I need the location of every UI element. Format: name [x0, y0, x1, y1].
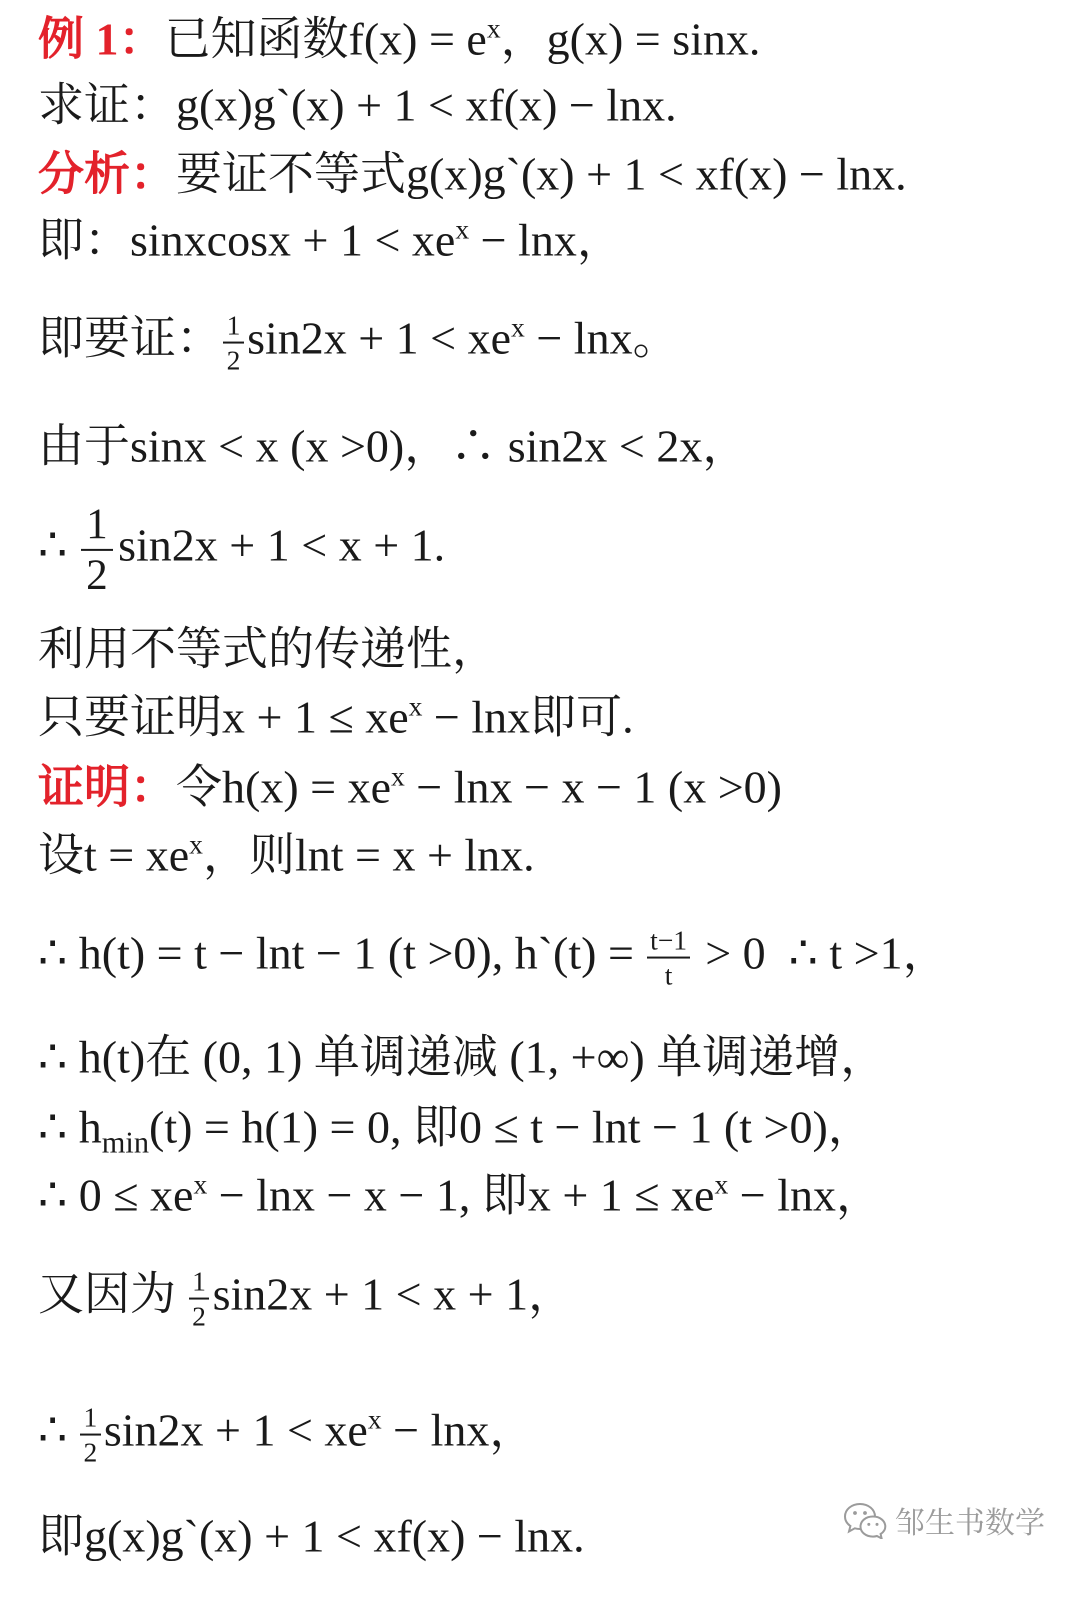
fraction — [81, 499, 113, 599]
fraction — [223, 311, 243, 376]
step-text: (t) = h(1) = 0, 即0 ≤ t − lnt − 1 (t >0)， — [149, 1101, 874, 1153]
step-text: 即：sinxcosx + 1 < xe — [38, 214, 456, 266]
fraction-denominator: t — [664, 959, 673, 991]
step-text: ∴ — [38, 1404, 79, 1456]
fraction-numerator: 1 — [81, 502, 113, 551]
proof-conclusion: 即g(x)g`(x) + 1 < xf(x) − lnx. — [38, 1510, 585, 1562]
exponent: x — [408, 690, 423, 722]
fraction — [80, 1403, 100, 1468]
step-text: > 0 ∴ t >1， — [693, 927, 949, 979]
subscript: min — [101, 1125, 150, 1160]
step-text: 即要证： — [38, 312, 222, 364]
wechat-icon — [843, 1501, 887, 1539]
step-text: − lnx， — [381, 1404, 536, 1456]
watermark-text: 邹生书数学 — [895, 1506, 1045, 1541]
example-label: 例 1： — [38, 13, 165, 65]
fraction-numerator: 1 — [189, 1267, 209, 1300]
exponent: x — [193, 1168, 208, 1200]
step-text: sin2x + 1 < x + 1. — [118, 519, 446, 571]
fraction — [189, 1267, 209, 1332]
fraction-numerator: 1 — [80, 1403, 100, 1436]
step-text: ∴ h — [38, 1101, 102, 1153]
step-text: 令h(x) = xe — [176, 761, 391, 813]
step-text: ∴ — [38, 519, 79, 571]
analysis-step-5: 利用不等式的传递性， — [38, 623, 498, 675]
given-functions: 已知函数f(x) = e — [164, 13, 487, 65]
fraction-denominator: 2 — [83, 1436, 98, 1468]
fraction-numerator: 1 — [223, 311, 243, 344]
fraction-denominator: 2 — [86, 550, 108, 599]
watermark — [843, 1498, 1045, 1542]
example-statement — [38, 14, 760, 67]
fraction-denominator: 2 — [192, 1300, 206, 1332]
exponent: x — [367, 1403, 382, 1435]
step-text: 只要证明x + 1 ≤ xe — [38, 691, 409, 743]
analysis-goal — [38, 149, 907, 202]
fraction-numerator: t−1 — [647, 926, 691, 959]
step-text: ，则lnt = x + lnx. — [202, 829, 535, 881]
exponent: x — [455, 213, 470, 245]
step-text: − lnx − x − 1 (x >0) — [404, 761, 782, 813]
exponent: x — [391, 760, 405, 792]
proof-step-3 — [38, 926, 949, 991]
fraction-denominator: 2 — [226, 344, 241, 376]
step-text: ∴ h(t) = t − lnt − 1 (t >0), h`(t) = — [38, 927, 646, 979]
analysis-step-3: 由于sinx < x (x >0)，∴ sin2x < 2x， — [38, 420, 749, 472]
analysis-goal-text: 要证不等式g(x)g`(x) + 1 < xf(x) − lnx. — [176, 148, 907, 200]
proof-step-2 — [38, 830, 535, 883]
analysis-step-4 — [38, 499, 446, 599]
analysis-step-2 — [38, 311, 679, 376]
proof-step-4: ∴ h(t)在 (0, 1) 单调递减 (1, +∞) 单调递增， — [38, 1031, 887, 1083]
step-text: sin2x + 1 < x + 1， — [212, 1268, 575, 1320]
proof-step-5 — [38, 1101, 874, 1160]
prove-statement: 求证：g(x)g`(x) + 1 < xf(x) − lnx. — [38, 79, 677, 131]
given-functions-end: ，g(x) = sinx. — [500, 13, 761, 65]
fraction — [647, 926, 691, 991]
step-text: 设t = xe — [38, 829, 190, 881]
exponent: x — [486, 12, 501, 44]
analysis-step-1 — [38, 215, 623, 268]
step-text: − lnx， — [469, 214, 623, 266]
proof-step-7 — [38, 1267, 574, 1332]
exponent: x — [511, 311, 525, 343]
step-text: sin2x + 1 < xe — [247, 312, 512, 364]
step-text: − lnx − x − 1, 即x + 1 ≤ xe — [207, 1169, 715, 1221]
step-text: ∴ 0 ≤ xe — [38, 1169, 194, 1221]
proof-step-8 — [38, 1403, 535, 1468]
step-text: − lnx。 — [524, 312, 679, 364]
step-text: sin2x + 1 < xe — [103, 1404, 368, 1456]
step-text: 又因为 — [38, 1268, 188, 1320]
step-text: − lnx即可. — [422, 691, 634, 743]
proof-label: 证明： — [38, 761, 176, 813]
analysis-step-6 — [38, 692, 634, 745]
proof-step-6 — [38, 1170, 882, 1223]
exponent: x — [714, 1168, 729, 1200]
proof-step-1 — [38, 762, 782, 815]
analysis-label: 分析： — [38, 148, 176, 200]
exponent: x — [189, 828, 203, 860]
step-text: − lnx， — [728, 1169, 882, 1221]
